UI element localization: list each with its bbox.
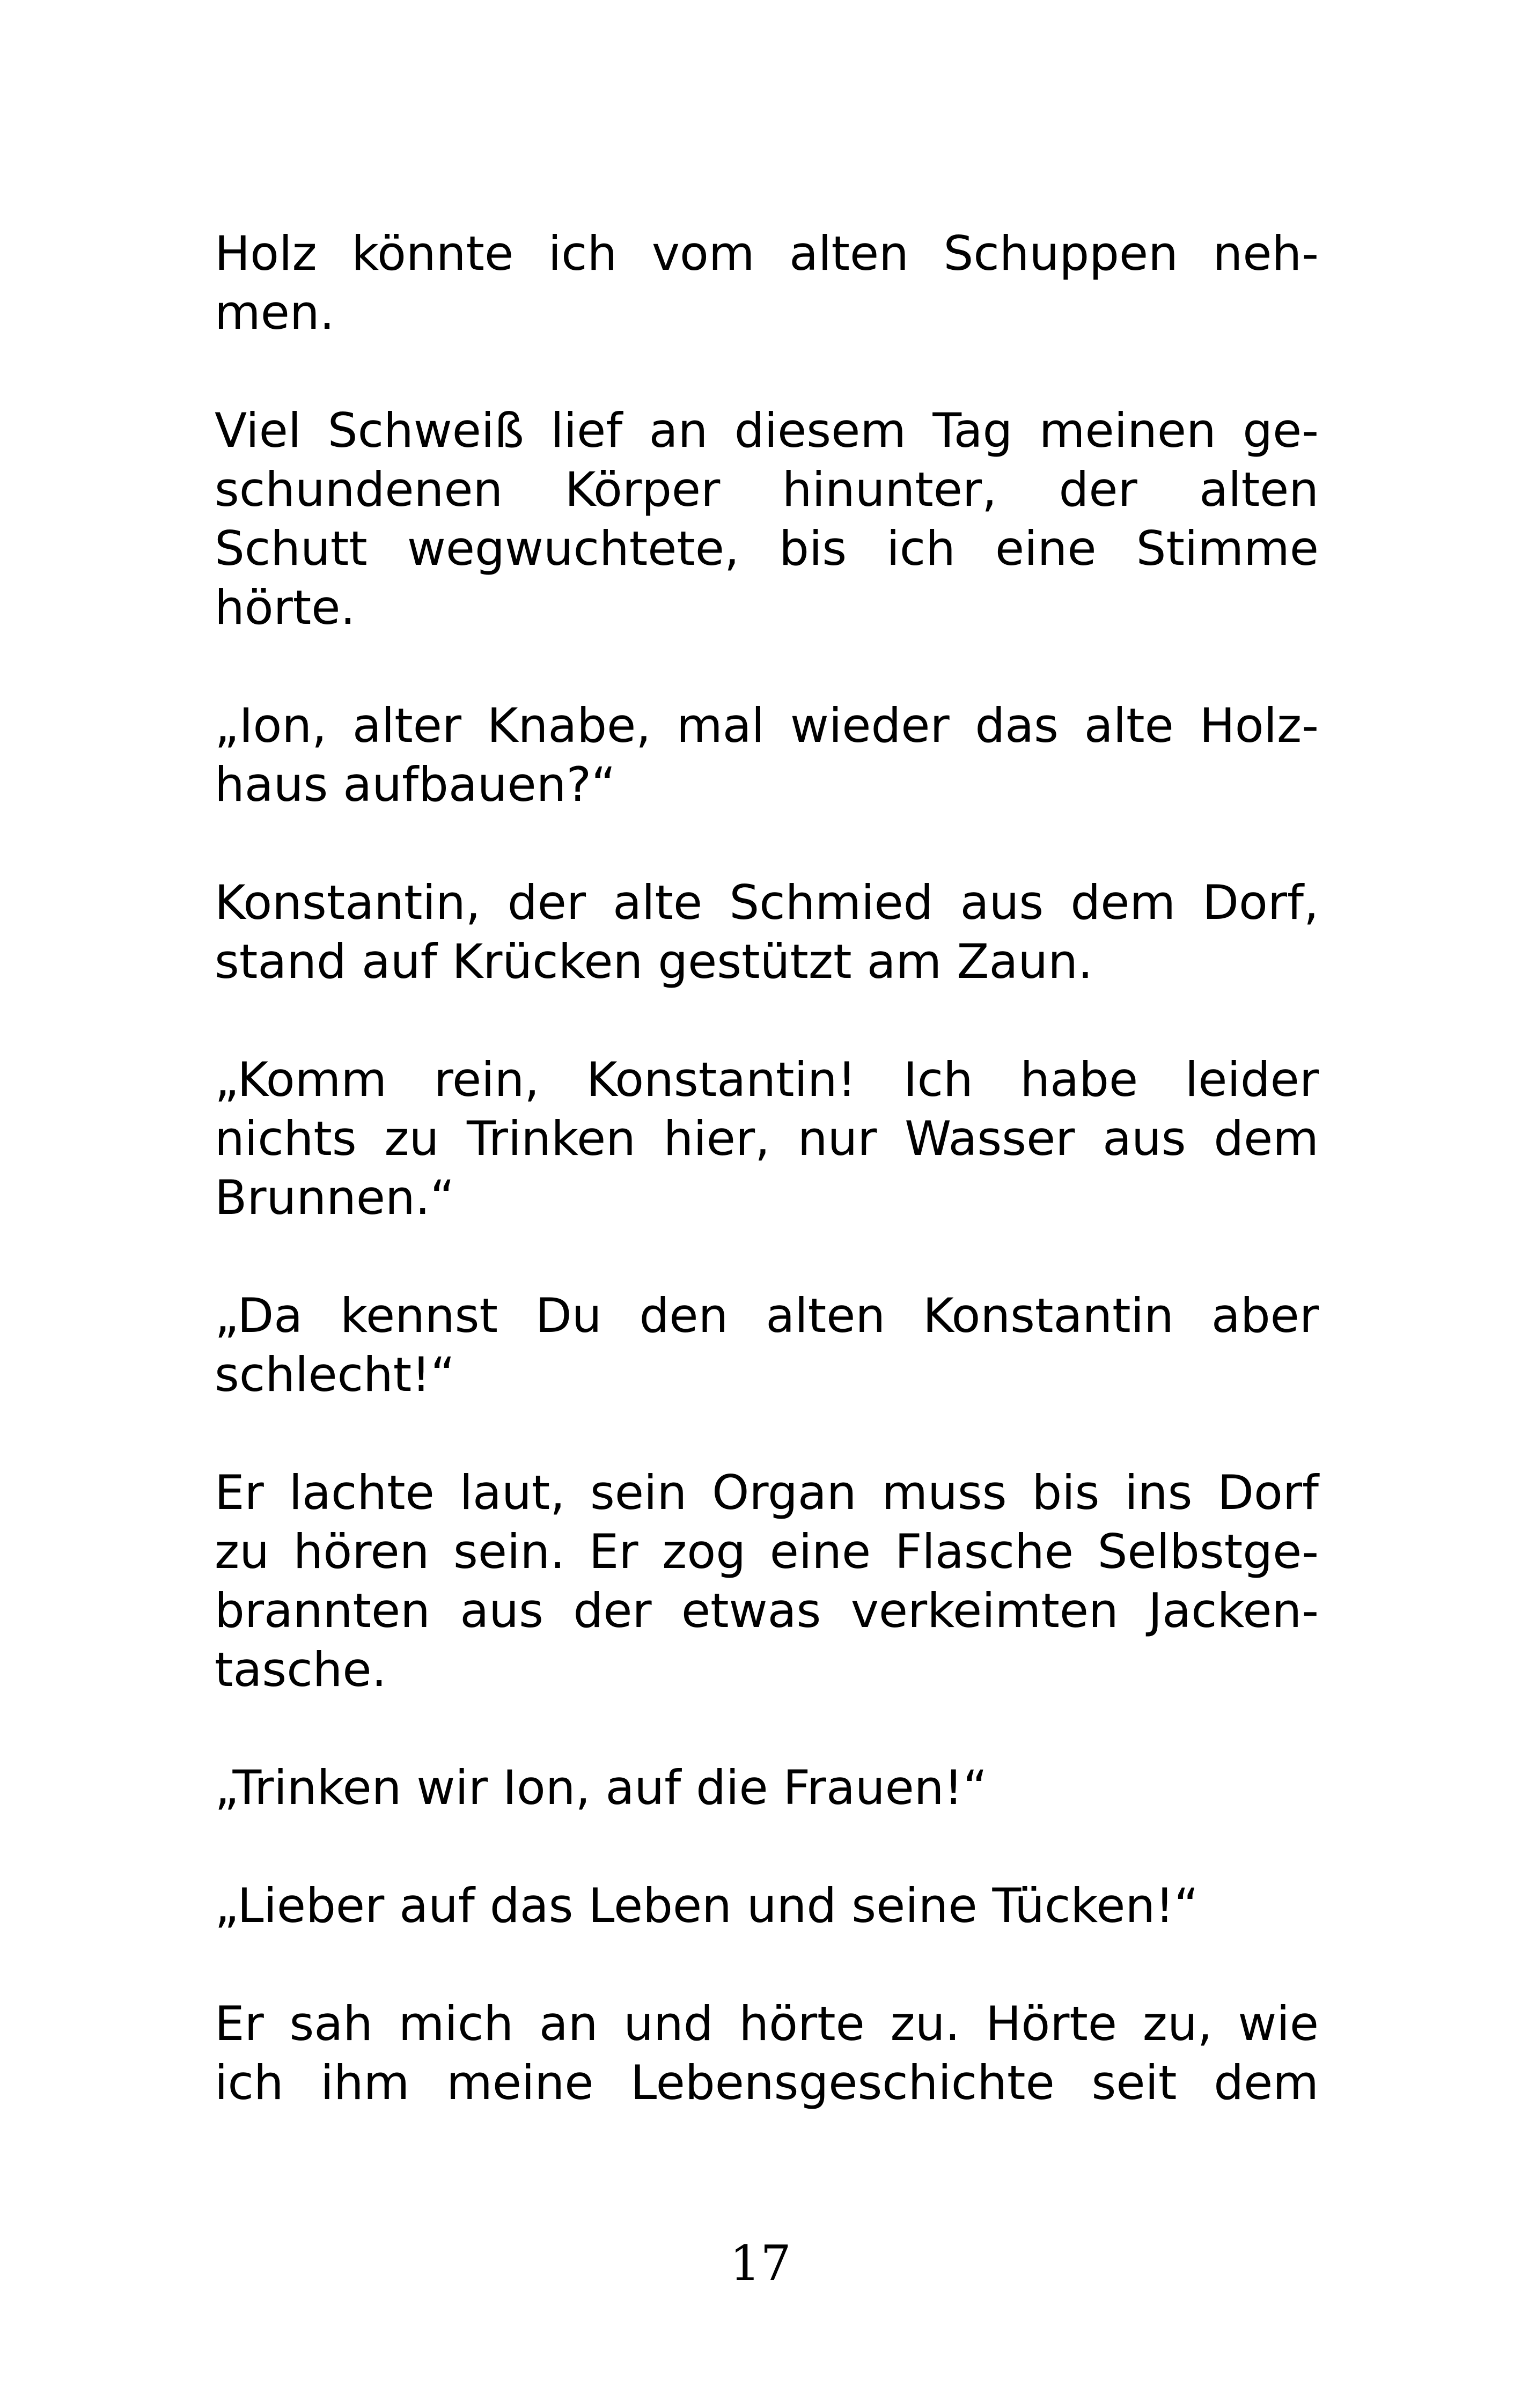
text-line: ich ihm meine Lebensgeschichte seit dem (215, 2055, 1319, 2110)
paragraph (215, 1050, 1319, 1227)
paragraph (215, 1876, 1319, 1935)
text-line: „Da kennst Du den alten Konstantin aber (215, 1288, 1319, 1343)
paragraph (215, 873, 1319, 991)
text-line: „Lieber auf das Leben und seine Tücken!“ (215, 1878, 1199, 1933)
paragraph (215, 1758, 1319, 1817)
paragraph (215, 1463, 1319, 1699)
text-line: men. (215, 285, 335, 340)
text-line: nichts zu Trinken hier, nur Wasser aus dem (215, 1111, 1319, 1166)
text-line: Er sah mich an und hörte zu. Hörte zu, wie (215, 1996, 1319, 2051)
text-line: Holz könnte ich vom alten Schuppen neh- (215, 226, 1319, 281)
text-line: stand auf Krücken gestützt am Zaun. (215, 934, 1093, 989)
text-line: schlecht!“ (215, 1347, 455, 1402)
text-line: hörte. (215, 580, 356, 635)
page-number: 17 (730, 2235, 791, 2292)
paragraph (215, 1994, 1319, 2112)
paragraph (215, 401, 1319, 637)
text-line: Brunnen.“ (215, 1170, 455, 1225)
text-line: „Komm rein, Konstantin! Ich habe leider (215, 1052, 1319, 1107)
text-line: zu hören sein. Er zog eine Flasche Selbstge- (215, 1524, 1319, 1579)
text-line: tasche. (215, 1642, 387, 1697)
body-text (215, 224, 1319, 2171)
paragraph (215, 1286, 1319, 1404)
text-line: „Ion, alter Knabe, mal wieder das alte Holz- (215, 698, 1319, 753)
paragraph (215, 696, 1319, 814)
text-line: Viel Schweiß lief an diesem Tag meinen ge- (215, 403, 1319, 458)
text-line: Konstantin, der alte Schmied aus dem Dorf, (215, 875, 1319, 930)
text-line: „Trinken wir Ion, auf die Frauen!“ (215, 1760, 988, 1815)
text-line: brannten aus der etwas verkeimten Jacken- (215, 1583, 1319, 1638)
paragraph (215, 224, 1319, 342)
text-line: haus aufbauen?“ (215, 757, 616, 812)
text-line: Er lachte laut, sein Organ muss bis ins Dorf (215, 1465, 1319, 1520)
text-line: Schutt wegwuchtete, bis ich eine Stimme (215, 521, 1319, 576)
text-line: schundenen Körper hinunter, der alten (215, 462, 1319, 517)
